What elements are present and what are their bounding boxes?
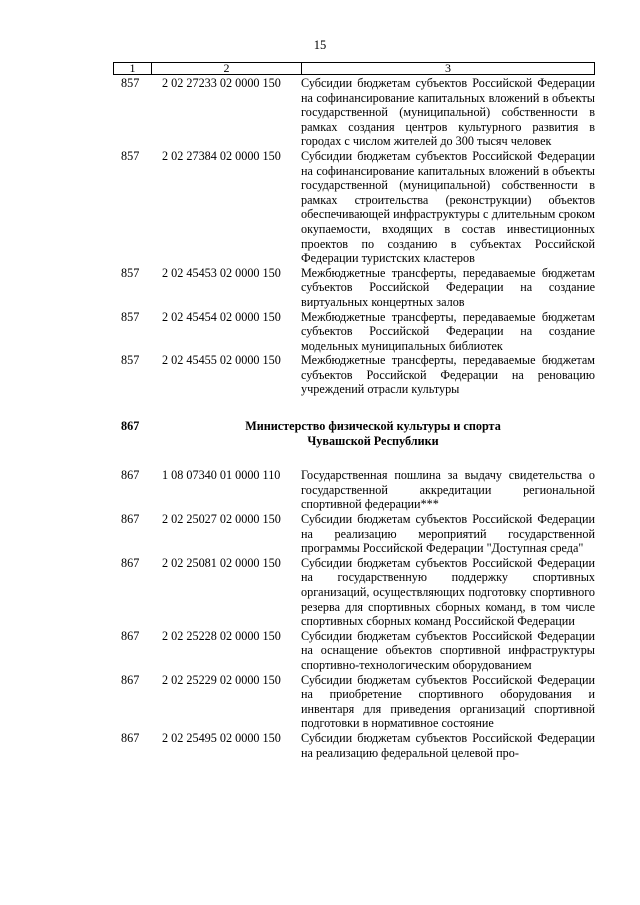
table-row: [113, 468, 595, 512]
income-description: Субсидии бюджетам субъектов Российской Федерации на оснащение объектов спортивной инфраструктуры спортивно-технологическим оборудованием: [301, 628, 595, 672]
table-body: [113, 76, 595, 760]
header-col-3: 3: [445, 61, 451, 75]
income-description: Субсидии бюджетам субъектов Российской Федерации на приобретение спортивного оборудования и инвентаря для приведения организаций спортивной подготовки в нормативное состояние: [301, 672, 595, 731]
income-code: 2 02 25027 02 0000 150: [162, 512, 281, 527]
admin-code: 867: [121, 672, 140, 687]
income-code: 2 02 45453 02 0000 150: [162, 265, 281, 280]
income-code: 2 02 25081 02 0000 150: [162, 555, 281, 570]
admin-code: 857: [121, 353, 140, 368]
table-row: [113, 353, 595, 397]
table-row: [113, 556, 595, 629]
income-code: 2 02 45454 02 0000 150: [162, 309, 281, 324]
income-description: Субсидии бюджетам субъектов Российской Федерации на софинансирование капитальных вложений в объекты государственной (муниципальной) собственности в рамках создания центров культурного развития в городах с числом жителей до 300 тысяч человек: [301, 76, 595, 149]
income-description: Субсидии бюджетам субъектов Российской Федерации на софинансирование капитальных вложений в объекты государственной (муниципальной) собственности в рамках строительства (реконструкции) объектов обеспечивающей инфраструктуры с длительным сроком окупаемости, входящих в состав инвестиционных проектов по созданию в субъектах Российской Федерации туристских кластеров: [301, 148, 595, 266]
table-row: [113, 149, 595, 266]
admin-code: 867: [121, 512, 140, 527]
income-code: 2 02 27384 02 0000 150: [162, 148, 281, 163]
income-code: 1 08 07340 01 0000 110: [162, 468, 281, 483]
table-row: [113, 673, 595, 731]
table-header: [113, 62, 595, 75]
table-row: [113, 731, 595, 760]
admin-code: 857: [121, 309, 140, 324]
table-row: [113, 310, 595, 354]
admin-code: 857: [121, 148, 140, 163]
admin-code: 857: [121, 76, 140, 90]
table-row: [113, 629, 595, 673]
table-row: [113, 76, 595, 149]
admin-code: 867: [121, 468, 140, 483]
admin-code: 867: [121, 555, 140, 570]
income-code: 2 02 27233 02 0000 150: [162, 76, 281, 90]
admin-code: 867: [121, 628, 140, 643]
income-description: Межбюджетные трансферты, передаваемые бюджетам субъектов Российской Федерации на создание виртуальных концертных залов: [301, 265, 595, 309]
section-title: Министерство физической культуры и спорта Чувашской Республики: [245, 419, 501, 448]
income-description: Государственная пошлина за выдачу свидетельства о государственной аккредитации региональной спортивной федерации***: [301, 468, 595, 512]
income-code: 2 02 25229 02 0000 150: [162, 672, 281, 687]
income-description: Субсидии бюджетам субъектов Российской Федерации на реализацию мероприятий государственной программы Российской Федерации "Доступная среда": [301, 512, 595, 556]
income-code: 2 02 25495 02 0000 150: [162, 730, 281, 745]
income-description: Субсидии бюджетам субъектов Российской Федерации на государственную поддержку спортивных организаций, осуществляющих подготовку спортивного резерва для спортивных сборных команд, в том числе спортивных сборных команд Российской Федерации: [301, 555, 595, 629]
section-admin-code: 867: [121, 419, 140, 434]
table-row: [113, 266, 595, 310]
admin-code: 857: [121, 265, 140, 280]
table-row: [113, 512, 595, 556]
income-description: Межбюджетные трансферты, передаваемые бюджетам субъектов Российской Федерации на реновацию учреждений отрасли культуры: [301, 353, 595, 397]
page-number: 15: [313, 38, 327, 52]
income-description: Межбюджетные трансферты, передаваемые бюджетам субъектов Российской Федерации на создание модельных муниципальных библиотек: [301, 309, 595, 353]
income-code: 2 02 25228 02 0000 150: [162, 628, 281, 643]
income-code: 2 02 45455 02 0000 150: [162, 353, 281, 368]
header-col-2: 2: [152, 63, 302, 74]
section-header: [113, 419, 595, 448]
header-col-1: 1: [114, 63, 152, 74]
admin-code: 867: [121, 730, 140, 745]
income-description: Субсидии бюджетам субъектов Российской Федерации на реализацию федеральной целевой про-: [301, 730, 595, 760]
